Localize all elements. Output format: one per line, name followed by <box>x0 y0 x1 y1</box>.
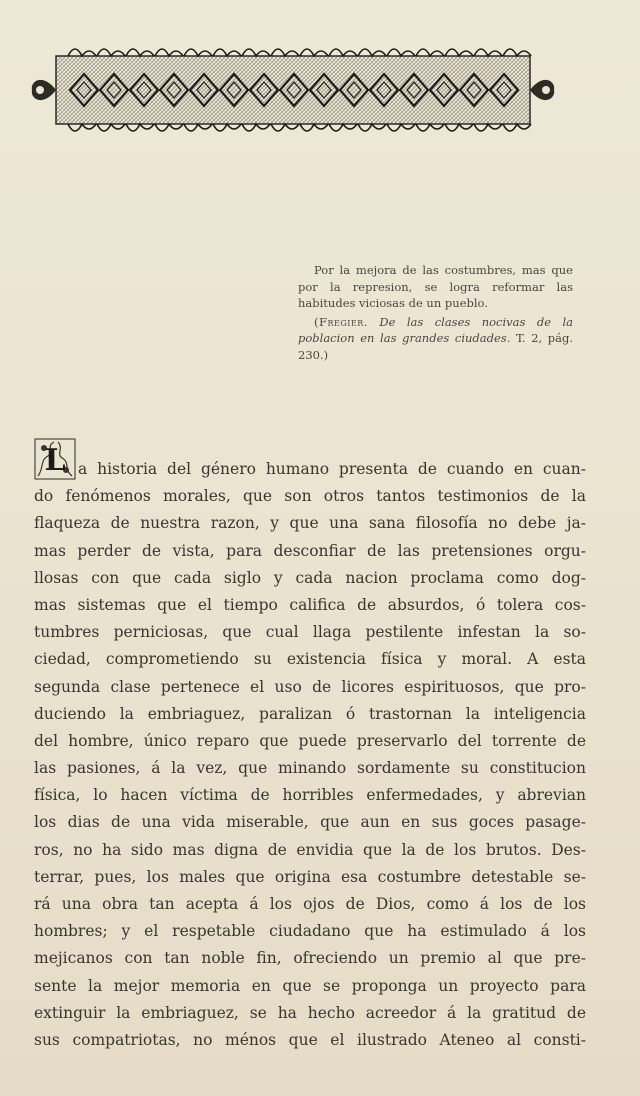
epigraph-quote: Por la mejora de las costumbres, mas que por la represion, se logra reformar las habitudes viciosas de un pueblo. <box>298 263 573 310</box>
text-line: ciedad, comprometiendo su existencia física y moral. A esta <box>34 650 586 669</box>
text-line: a historia del género humano presenta de cuando en cuan- <box>78 460 586 478</box>
epigraph-author: (Fregier. <box>314 314 368 329</box>
text-line: las pasiones, á la vez, que minando sordamente su constitucion <box>34 759 586 778</box>
dropcap-letter: L <box>44 443 66 478</box>
text-line: extinguir la embriaguez, se ha hecho acreedor á la gratitud de <box>34 1003 586 1022</box>
epigraph <box>298 262 573 363</box>
epigraph-reference: T. 2, pág. 230.) <box>298 331 573 362</box>
text-line: del hombre, único reparo que puede preservarlo del torrente de <box>34 731 586 750</box>
text-line: llosas con que cada siglo y cada nacion proclama como dog- <box>34 568 586 587</box>
text-line: mas perder de vista, para desconfiar de las pretensiones orgu- <box>34 541 586 560</box>
text-line: ros, no ha sido mas digna de envidia que la de los brutos. Des- <box>34 840 586 859</box>
epigraph-work: De las clases nocivas de la poblacion en las grandes ciudades. <box>298 314 574 345</box>
text-line: terrar, pues, los males que origina esa costumbre detestable se- <box>34 867 586 886</box>
decorative-headpiece-ornament <box>28 42 558 138</box>
text-line: sus compatriotas, no ménos que el ilustrado Ateneo al consti- <box>34 1030 586 1049</box>
text-line: física, lo hacen víctima de horribles enfermedades, y abrevian <box>34 786 586 805</box>
text-line: tumbres perniciosas, que cual llaga pestilente infestan la so- <box>34 623 586 642</box>
epigraph-citation <box>298 314 573 364</box>
text-line: sente la mejor memoria en que se proponga un proyecto para <box>34 976 586 995</box>
main-text <box>34 456 586 1054</box>
text-line: rá una obra tan acepta á los ojos de Dios, como á los de los <box>34 895 586 913</box>
text-line: do fenómenos morales, que son otros tantos testimonios de la <box>34 487 586 506</box>
text-line: flaqueza de nuestra razon, y que una sana filosofía no debe ja- <box>34 514 586 533</box>
text-line: segunda clase pertenece el uso de licores espirituosos, que pro- <box>34 677 586 696</box>
text-line: mas sistemas que el tiempo califica de absurdos, ó tolera cos- <box>34 595 586 614</box>
text-line: los dias de una vida miserable, que aun en sus goces pasage- <box>34 813 586 832</box>
text-line: duciendo la embriaguez, paralizan ó trastornan la inteligencia <box>34 704 586 723</box>
text-line: mejicanos con tan noble fin, ofreciendo un premio al que pre- <box>34 949 586 968</box>
text-line: hombres; y el respetable ciudadano que ha estimulado á los <box>34 922 586 941</box>
